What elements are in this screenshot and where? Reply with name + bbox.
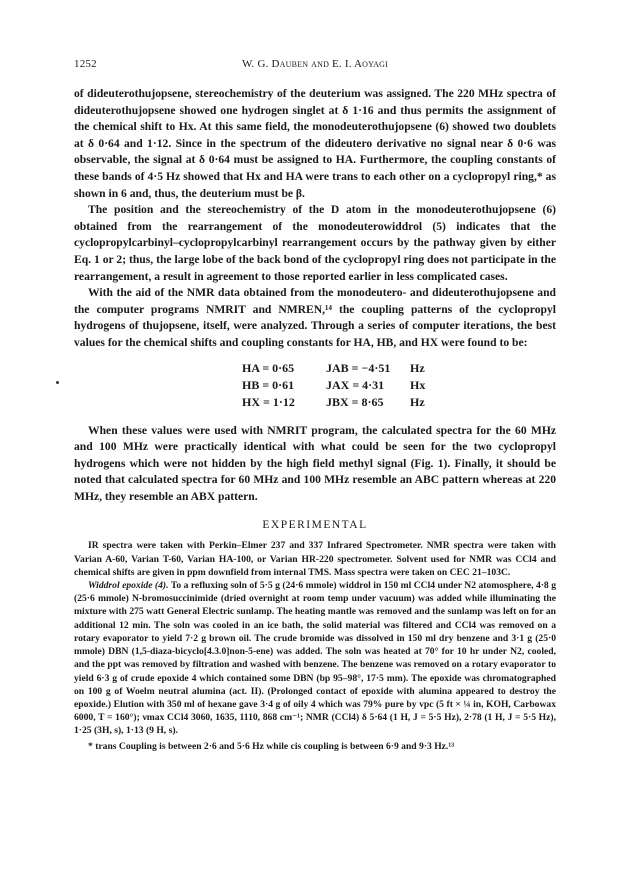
coupling-constant: JAB = −4·51: [326, 360, 391, 375]
unit: Hx: [410, 377, 426, 392]
chemical-shift: HX = 1·12: [242, 394, 295, 409]
paragraph-1: of dideuterothujopsene, stereochemistry of the deuterium was assigned. The 220 MHz spectra of dideuterothujopsene showed one hydrogen singlet at δ 1·16 and thus permits the assignment of the chemical shift to Hx. At this same field, the monodeuterothujopsene (6) showed two doublets at δ 0·64 and 1·12. Since in the spectrum of the dideutero derivative no signal near δ 0·6 was observable, the signal at δ 0·64 must be assigned to HA. Furthermore, the coupling constants of these bands of 4·5 Hz showed that Hx and HA were trans to each other on a cyclopropyl ring,* as shown in 6 and, thus, the deuterium must be β.: [74, 87, 556, 200]
equation-row: [242, 360, 556, 377]
coupling-constant: JAX = 4·31: [326, 377, 385, 392]
procedure-text: To a refluxing soln of 5·5 g (24·6 mmole) widdrol in 150 ml CCl4 under N2 atomosphere, 4·8 g (25·6 mmole) N-bromosuccinimide (dried overnight at room temp under vacuum) was added while illuminating the mixture with 275 watt General Electric sunlamp. The heating mantle was removed and the sunlamp was left on for an additional 12 min. The soln was cooled in an ice bath, the solid material was filtered and CCl4 was removed on a rotary evaporator to yield 7·2 g brown oil. The crude bromide was dissolved in 150 ml dry benzene and 3·1 g (25·0 mmole) DBN (1,5-diaza-bicyclo[4.3.0]non-5-ene) was added. The soln was heated at 70° for 10 hr under N2, cooled, and the ppt was removed by filtration and washed with benzene. The benzene was removed on a rotary evaporator to yield 6·3 g of crude epoxide 4 which contained some DBN (bp 95–98°, 17·5 mm). The epoxide was chromatographed on 100 g of Woelm neutral alumina (act. II). (Prolonged contact of epoxide with alumina appeared to destroy the epoxide.) Elution with 350 ml of hexane gave 3·4 g of oily 4 which was 79% pure by vpc (5 ft × ¼ in, KOH, Carbowax 6000, T = 160°); νmax CCl4 3060, 1635, 1110, 868 cm⁻¹; NMR (CCl4) δ 5·64 (1 H, J = 5·5 Hz), 2·78 (1 H, J = 5·5 Hz), 1·25 (3H, s), 1·13 (9 H, s).: [74, 580, 556, 737]
unit: Hz: [410, 394, 425, 409]
running-head-authors: W. G. Dauben and E. I. Aoyagi: [241, 58, 389, 70]
running-head: [74, 58, 556, 74]
footnote: * trans Coupling is between 2·6 and 5·6 Hz while cis coupling is between 6·9 and 9·3 Hz.¹³: [88, 740, 455, 752]
experimental-general: IR spectra were taken with Perkin–Elmer 237 and 337 Infrared Spectrometer. NMR spectra were taken with Varian A-60, Varian T-60, Varian HA-100, or Varian HR-220 spectrometer. Solvent used for NMR was CCl4 and chemical shifts are given in ppm downfield from internal TMS. Mass spectra were taken on CEC 21–103C.: [74, 540, 556, 578]
unit: Hz: [410, 360, 425, 375]
experimental-procedure: [74, 579, 556, 737]
page-number: 1252: [74, 58, 97, 70]
chemical-shift: HA = 0·65: [242, 360, 295, 375]
coupling-constants-table: [242, 360, 556, 411]
equation-row: [242, 377, 556, 394]
paragraph-4: When these values were used with NMRIT program, the calculated spectra for the 60 MHz and 100 MHz were practically identical with what could be seen for the two cyclopropyl hydrogens which were not hidden by the high field methyl signal (Fig. 1). Finally, it should be noted that calculated spectra for 60 MHz and 100 MHz resemble an ABC pattern whereas at 220 MHz, they resemble an ABX pattern.: [74, 423, 556, 503]
paragraph-3: With the aid of the NMR data obtained from the monodeutero- and dideuterothujopsene and the computer programs NMRIT and NMREN,¹⁴ the coupling patterns of the cyclopropyl hydrogens of thujopsene, itself, were analyzed. Through a series of computer iterations, the best values for the chemical shifts and coupling constants for HA, HB, and HX were found to be:: [74, 286, 556, 349]
procedure-heading: Widdrol epoxide (4).: [88, 580, 169, 592]
coupling-constant: JBX = 8·65: [326, 394, 384, 409]
equation-row: [242, 394, 556, 411]
margin-mark: [56, 381, 59, 384]
paragraph-2: The position and the stereochemistry of the D atom in the monodeuterothujopsene (6) obtained from the rearrangement of the monodeuterowiddrol (5) indicates that the cyclopropylcarbinyl–cyclopropylcarbinyl rearrangement occurs by the pathway given by either Eq. 1 or 2; thus, the large lobe of the back bond of the cyclopropyl ring does not participate in the rearrangement, a result in agreement to those reported earlier in less complicated cases.: [74, 203, 556, 283]
page: [74, 58, 556, 753]
chemical-shift: HB = 0·61: [242, 377, 295, 392]
section-title-experimental: EXPERIMENTAL: [262, 519, 368, 532]
